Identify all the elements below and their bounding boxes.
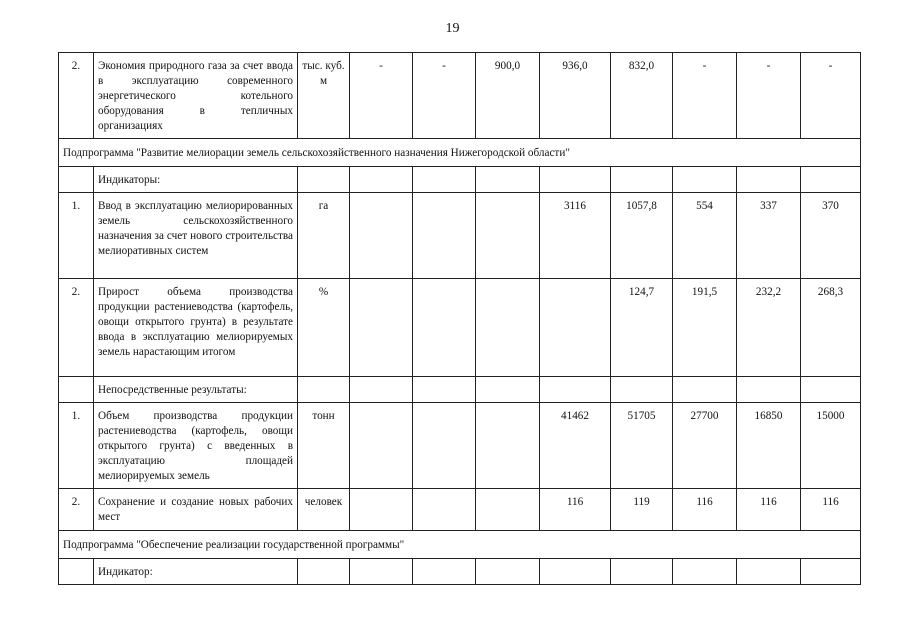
value-cell: 119 bbox=[611, 489, 673, 531]
page-number: 19 bbox=[445, 21, 460, 36]
value-cell: 1057,8 bbox=[611, 193, 673, 279]
table-body bbox=[59, 53, 861, 585]
value-cell: 936,0 bbox=[540, 53, 611, 139]
indicator-description: Ввод в эксплуатацию мелиорированных земель сельскохозяйственного назначения за счет нового строительства мелиоративных систем bbox=[94, 193, 298, 279]
value-cell bbox=[298, 167, 350, 193]
value-cell: 16850 bbox=[737, 403, 801, 489]
row-number bbox=[59, 377, 94, 403]
value-cell: 41462 bbox=[540, 403, 611, 489]
value-cell: 3116 bbox=[540, 193, 611, 279]
value-cell bbox=[350, 279, 413, 377]
value-cell: 124,7 bbox=[611, 279, 673, 377]
value-cell bbox=[611, 167, 673, 193]
value-cell bbox=[413, 489, 476, 531]
unit-cell: га bbox=[298, 193, 350, 279]
value-cell bbox=[673, 377, 737, 403]
row-number: 2. bbox=[59, 53, 94, 139]
value-cell bbox=[737, 167, 801, 193]
value-cell: 900,0 bbox=[476, 53, 540, 139]
value-cell: 268,3 bbox=[801, 279, 861, 377]
row-number: 2. bbox=[59, 279, 94, 377]
row-number: 1. bbox=[59, 193, 94, 279]
table-row bbox=[59, 139, 861, 167]
row-number bbox=[59, 559, 94, 585]
value-cell: 51705 bbox=[611, 403, 673, 489]
value-cell: 554 bbox=[673, 193, 737, 279]
row-number bbox=[59, 167, 94, 193]
value-cell bbox=[413, 403, 476, 489]
row-number: 1. bbox=[59, 403, 94, 489]
value-cell: - bbox=[673, 53, 737, 139]
value-cell: 370 bbox=[801, 193, 861, 279]
value-cell bbox=[350, 489, 413, 531]
row-number: 2. bbox=[59, 489, 94, 531]
value-cell: - bbox=[413, 53, 476, 139]
indicator-description: Прирост объема производства продукции растениеводства (картофель, овощи открытого грунта) в результате ввода в эксплуатацию мелиорируемых земель нарастающим итогом bbox=[94, 279, 298, 377]
section-label: Непосредственные результаты: bbox=[94, 377, 298, 403]
value-cell bbox=[540, 377, 611, 403]
unit-cell: тонн bbox=[298, 403, 350, 489]
section-label: Индикатор: bbox=[94, 559, 298, 585]
unit-cell: тыс. куб. м bbox=[298, 53, 350, 139]
value-cell bbox=[350, 167, 413, 193]
value-cell: 15000 bbox=[801, 403, 861, 489]
value-cell bbox=[413, 167, 476, 193]
value-cell bbox=[540, 559, 611, 585]
value-cell: 191,5 bbox=[673, 279, 737, 377]
value-cell: 337 bbox=[737, 193, 801, 279]
value-cell bbox=[476, 167, 540, 193]
indicator-description: Объем производства продукции растениеводства (картофель, овощи открытого грунта) с введенных в эксплуатацию площадей мелиорируемых земель bbox=[94, 403, 298, 489]
indicators-table bbox=[58, 52, 861, 585]
value-cell bbox=[801, 377, 861, 403]
table-row bbox=[59, 489, 861, 531]
table-row bbox=[59, 377, 861, 403]
value-cell bbox=[737, 559, 801, 585]
value-cell bbox=[476, 489, 540, 531]
table-row bbox=[59, 193, 861, 279]
value-cell bbox=[350, 559, 413, 585]
value-cell: 232,2 bbox=[737, 279, 801, 377]
value-cell bbox=[413, 193, 476, 279]
value-cell bbox=[540, 167, 611, 193]
table-row bbox=[59, 279, 861, 377]
value-cell: 116 bbox=[737, 489, 801, 531]
subprogram-title: Подпрограмма "Развитие мелиорации земель сельскохозяйственного назначения Нижегородской области" bbox=[59, 139, 861, 167]
table-row bbox=[59, 559, 861, 585]
value-cell bbox=[737, 377, 801, 403]
value-cell bbox=[801, 167, 861, 193]
value-cell: - bbox=[737, 53, 801, 139]
value-cell bbox=[350, 193, 413, 279]
value-cell bbox=[413, 559, 476, 585]
value-cell bbox=[801, 559, 861, 585]
value-cell bbox=[476, 193, 540, 279]
value-cell bbox=[476, 377, 540, 403]
table-row bbox=[59, 167, 861, 193]
unit-cell: человек bbox=[298, 489, 350, 531]
subprogram-title: Подпрограмма "Обеспечение реализации государственной программы" bbox=[59, 531, 861, 559]
value-cell: 832,0 bbox=[611, 53, 673, 139]
value-cell bbox=[413, 279, 476, 377]
value-cell: 27700 bbox=[673, 403, 737, 489]
value-cell bbox=[476, 559, 540, 585]
table-row bbox=[59, 531, 861, 559]
value-cell: 116 bbox=[801, 489, 861, 531]
section-label: Индикаторы: bbox=[94, 167, 298, 193]
value-cell bbox=[413, 377, 476, 403]
value-cell bbox=[611, 377, 673, 403]
table-row bbox=[59, 53, 861, 139]
value-cell bbox=[540, 279, 611, 377]
value-cell: - bbox=[801, 53, 861, 139]
value-cell bbox=[350, 403, 413, 489]
value-cell bbox=[611, 559, 673, 585]
value-cell: - bbox=[350, 53, 413, 139]
value-cell bbox=[350, 377, 413, 403]
value-cell bbox=[476, 279, 540, 377]
value-cell bbox=[476, 403, 540, 489]
table-row bbox=[59, 403, 861, 489]
value-cell bbox=[673, 167, 737, 193]
value-cell bbox=[673, 559, 737, 585]
unit-cell: % bbox=[298, 279, 350, 377]
value-cell bbox=[298, 559, 350, 585]
value-cell: 116 bbox=[540, 489, 611, 531]
value-cell bbox=[298, 377, 350, 403]
value-cell: 116 bbox=[673, 489, 737, 531]
indicator-description: Сохранение и создание новых рабочих мест bbox=[94, 489, 298, 531]
indicator-description: Экономия природного газа за счет ввода в эксплуатацию современного энергетического котельного оборудования в тепличных организациях bbox=[94, 53, 298, 139]
